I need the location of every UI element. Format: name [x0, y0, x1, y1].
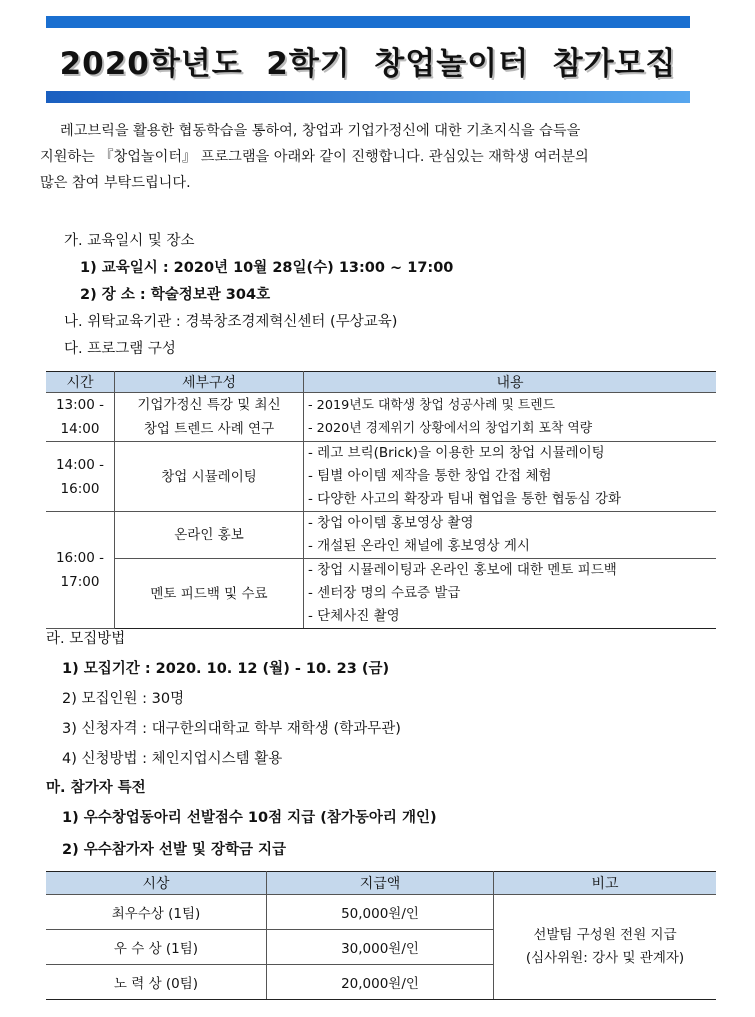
award-table	[46, 871, 716, 1000]
benefit-1: 1) 우수창업동아리 선발점수 10점 지급 (참가동아리 개인)	[62, 810, 437, 826]
award-name: 우 수 상 (1팀)	[46, 930, 267, 965]
recruit-period: 1) 모집기간 : 2020. 10. 12 (월) - 10. 23 (금)	[62, 661, 390, 677]
table-row	[46, 393, 716, 442]
intro-line: 많은 참여 부탁드립니다.	[40, 175, 191, 191]
sub-cell	[115, 393, 304, 442]
table-row	[46, 512, 716, 559]
content-line: - 다양한 사고의 확장과 팀내 협업을 통한 협동심 강화	[308, 491, 622, 507]
education-date: 1) 교육일시 : 2020년 10월 28일(수) 13:00 ~ 17:00	[80, 260, 454, 276]
time-end: 14:00	[60, 421, 100, 437]
col-header-content: 내용	[304, 372, 717, 393]
recruit-eligibility: 3) 신청자격 : 대구한의대학교 학부 재학생 (학과무관)	[62, 721, 401, 737]
table-row	[46, 442, 716, 512]
time-cell	[46, 512, 115, 629]
education-place: 2) 장 소 : 학술정보관 304호	[80, 287, 271, 303]
award-amount: 20,000원/인	[267, 965, 494, 1000]
content-line: - 2020년 경제위기 상황에서의 창업기회 포착 역량	[308, 421, 593, 436]
note-line: 선발팀 구성원 전원 지급	[533, 927, 677, 943]
time-cell	[46, 442, 115, 512]
col-header-note: 비고	[494, 872, 717, 895]
section-da-heading: 다. 프로그램 구성	[64, 341, 176, 357]
intro-line: 지원하는 『창업놀이터』 프로그램을 아래와 같이 진행합니다. 관심있는 재학생 여러분의	[40, 149, 589, 165]
title-bottom-bar	[46, 91, 690, 103]
content-cell	[304, 559, 717, 629]
award-note	[494, 895, 717, 1000]
page-title: 2020학년도 2학기 창업놀이터 참가모집	[59, 46, 677, 82]
award-amount: 50,000원/인	[267, 895, 494, 930]
content-cell	[304, 442, 717, 512]
section-ma-heading: 마. 참가자 특전	[46, 780, 146, 796]
time-start: 13:00 -	[55, 397, 105, 413]
sub-cell: 멘토 피드백 및 수료	[115, 559, 304, 629]
content-line: - 팀별 아이템 제작을 통한 창업 간접 체험	[308, 468, 552, 484]
col-header-award: 시상	[46, 872, 267, 895]
content-line: - 2019년도 대학생 창업 성공사례 및 트렌드	[308, 398, 556, 413]
time-end: 17:00	[60, 574, 100, 590]
recruit-method: 4) 신청방법 : 체인지업시스템 활용	[62, 751, 283, 767]
content-cell	[304, 512, 717, 559]
col-header-amount: 지급액	[267, 872, 494, 895]
section-na-heading: 나. 위탁교육기관 : 경북창조경제혁신센터 (무상교육)	[64, 314, 398, 330]
recruit-count: 2) 모집인원 : 30명	[62, 691, 185, 707]
benefit-2: 2) 우수참가자 선발 및 장학금 지급	[62, 842, 287, 858]
time-end: 16:00	[60, 480, 100, 497]
note-line: (심사위원: 강사 및 관계자)	[525, 950, 685, 966]
content-line: - 센터장 명의 수료증 발급	[308, 585, 461, 601]
award-name: 최우수상 (1팀)	[46, 895, 267, 930]
title-top-bar	[46, 16, 690, 28]
sub-cell: 창업 시뮬레이팅	[115, 442, 304, 512]
sub-line: 창업 트렌드 사례 연구	[143, 421, 275, 437]
content-line: - 창업 아이템 홍보영상 촬영	[308, 515, 474, 531]
col-header-time: 시간	[46, 372, 115, 393]
content-line: - 개설된 온라인 채널에 홍보영상 게시	[308, 538, 530, 554]
section-ga-heading: 가. 교육일시 및 장소	[64, 233, 195, 249]
intro-paragraph	[40, 118, 700, 196]
content-cell	[304, 393, 717, 442]
content-line: - 단체사진 촬영	[308, 608, 400, 624]
time-start: 14:00 -	[55, 456, 105, 473]
table-row	[46, 559, 716, 629]
content-line: - 레고 브릭(Brick)을 이용한 모의 창업 시뮬레이팅	[308, 445, 605, 461]
content-line: - 창업 시뮬레이팅과 온라인 홍보에 대한 멘토 피드백	[308, 562, 617, 578]
time-start: 16:00 -	[55, 550, 105, 566]
award-name: 노 력 상 (0팀)	[46, 965, 267, 1000]
intro-line: 레고브릭을 활용한 협동학습을 통하여, 창업과 기업가정신에 대한 기초지식을 습득을	[60, 123, 581, 139]
time-cell	[46, 393, 115, 442]
award-amount: 30,000원/인	[267, 930, 494, 965]
section-ra-heading: 라. 모집방법	[46, 631, 126, 647]
table-row	[46, 895, 716, 930]
program-table	[46, 371, 716, 629]
sub-line: 기업가정신 특강 및 최신	[137, 397, 281, 413]
sub-cell: 온라인 홍보	[115, 512, 304, 559]
col-header-sub: 세부구성	[115, 372, 304, 393]
